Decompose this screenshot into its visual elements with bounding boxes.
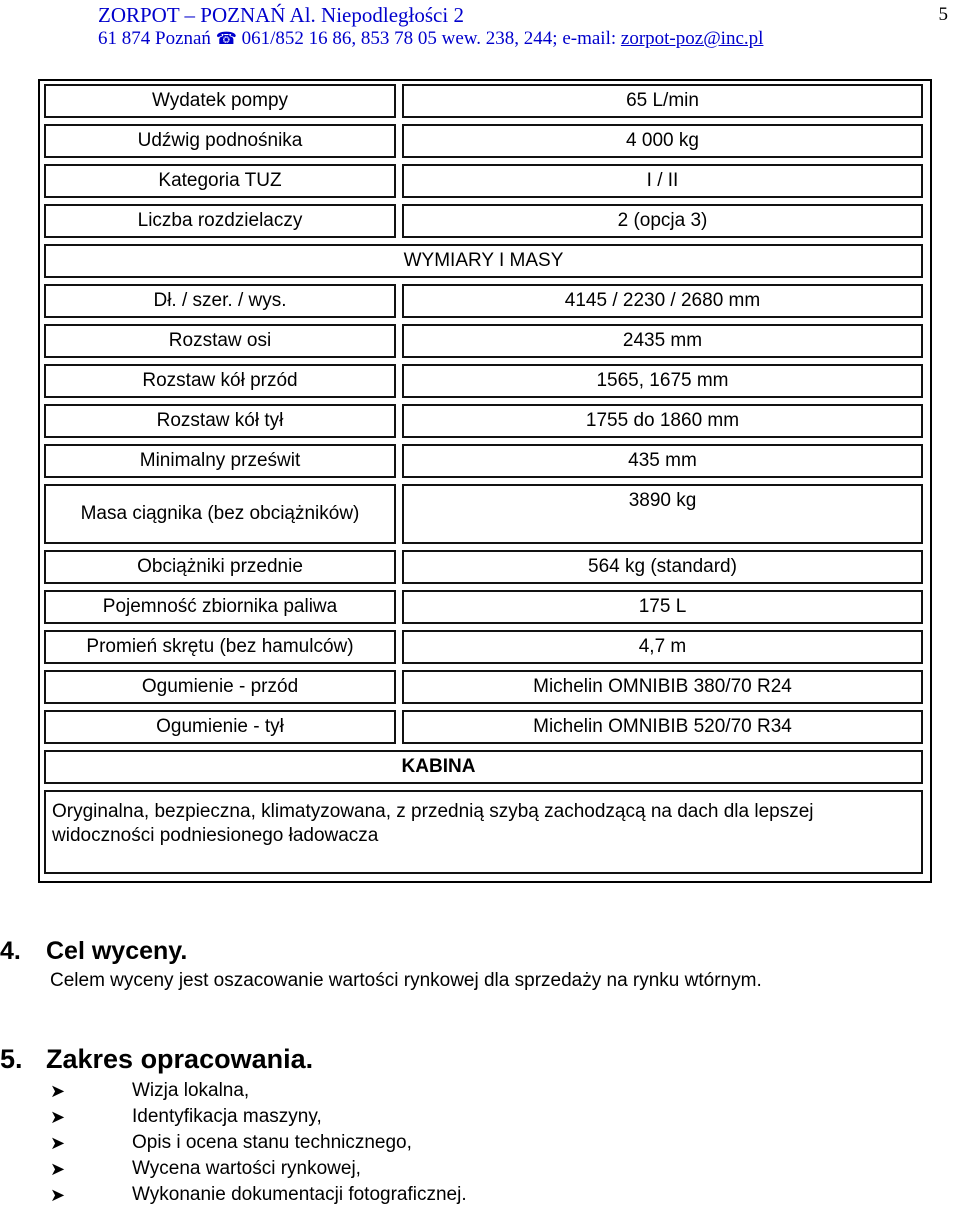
spec-label-pump: Wydatek pompy [44, 84, 396, 118]
arrow-bullet-icon: ➤ [50, 1133, 66, 1153]
dim-label-tires-front: Ogumienie - przód [44, 670, 396, 704]
spec-label-valves: Liczba rozdzielaczy [44, 204, 396, 238]
section-4-number: 4. [0, 937, 21, 965]
section-4-title: Cel wyceny. [46, 937, 188, 965]
section-4-heading [0, 937, 187, 966]
dim-value-front-weights: 564 kg (standard) [402, 550, 923, 584]
arrow-bullet-icon: ➤ [50, 1107, 66, 1127]
spec-value-tuz: I / II [402, 164, 923, 198]
list-item: ➤ Identyfikacja maszyny, [50, 1104, 467, 1130]
section-dimensions-header: WYMIARY I MASY [44, 244, 923, 278]
header-contact [98, 28, 763, 50]
cabin-description: Oryginalna, bezpieczna, klimatyzowana, z przednią szybą zachodzącą na dach dla lepszej widoczności podniesionego ładowacza [44, 790, 923, 874]
dim-label-tires-rear: Ogumienie - tył [44, 710, 396, 744]
dim-value-tires-front: Michelin OMNIBIB 380/70 R24 [402, 670, 923, 704]
header-email-link[interactable]: zorpot-poz@inc.pl [620, 28, 764, 49]
list-item: ➤ Opis i ocena stanu technicznego, [50, 1130, 467, 1156]
list-item: ➤ Wizja lokalna, [50, 1078, 467, 1104]
dim-value-wheelbase: 2435 mm [402, 324, 923, 358]
dim-label-front-weights: Obciążniki przednie [44, 550, 396, 584]
dim-label-rear-track: Rozstaw kół tył [44, 404, 396, 438]
dim-value-mass: 3890 kg [402, 484, 923, 544]
spec-label-tuz: Kategoria TUZ [44, 164, 396, 198]
arrow-bullet-icon: ➤ [50, 1185, 66, 1205]
spec-value-pump: 65 L/min [402, 84, 923, 118]
dim-value-size: 4145 / 2230 / 2680 mm [402, 284, 923, 318]
dim-label-front-track: Rozstaw kół przód [44, 364, 396, 398]
spec-value-valves: 2 (opcja 3) [402, 204, 923, 238]
dim-label-mass: Masa ciągnika (bez obciążników) [44, 484, 396, 544]
telephone-icon: ☎ [215, 29, 237, 48]
header-address: ZORPOT – POZNAŃ Al. Niepodległości 2 [98, 3, 464, 27]
section-4-text: Celem wyceny jest oszacowanie wartości rynkowej dla sprzedaży na rynku wtórnym. [50, 970, 762, 991]
dim-label-fuel-tank: Pojemność zbiornika paliwa [44, 590, 396, 624]
dim-label-size: Dł. / szer. / wys. [44, 284, 396, 318]
spec-label-lift: Udźwig podnośnika [44, 124, 396, 158]
arrow-bullet-icon: ➤ [50, 1159, 66, 1179]
list-item: ➤ Wykonanie dokumentacji fotograficznej. [50, 1182, 467, 1208]
dim-label-wheelbase: Rozstaw osi [44, 324, 396, 358]
arrow-bullet-icon: ➤ [50, 1081, 66, 1101]
dim-value-front-track: 1565, 1675 mm [402, 364, 923, 398]
section-5-number: 5. [0, 1044, 23, 1074]
dim-value-tires-rear: Michelin OMNIBIB 520/70 R34 [402, 710, 923, 744]
page-number: 5 [938, 4, 948, 25]
section-cabin-header: KABINA [44, 750, 923, 784]
dim-value-fuel-tank: 175 L [402, 590, 923, 624]
dim-value-clearance: 435 mm [402, 444, 923, 478]
header-phone: 061/852 16 86, 853 78 05 wew. 238, 244; e-mail: [241, 28, 617, 49]
list-item: ➤ Wycena wartości rynkowej, [50, 1156, 467, 1182]
dim-value-rear-track: 1755 do 1860 mm [402, 404, 923, 438]
section-5-title: Zakres opracowania. [46, 1044, 314, 1074]
dim-value-turning-radius: 4,7 m [402, 630, 923, 664]
section-5-heading [0, 1044, 313, 1075]
spec-value-lift: 4 000 kg [402, 124, 923, 158]
dim-label-clearance: Minimalny prześwit [44, 444, 396, 478]
dim-label-turning-radius: Promień skrętu (bez hamulców) [44, 630, 396, 664]
scope-list [50, 1078, 467, 1208]
header-city: 61 874 Poznań [98, 28, 211, 49]
